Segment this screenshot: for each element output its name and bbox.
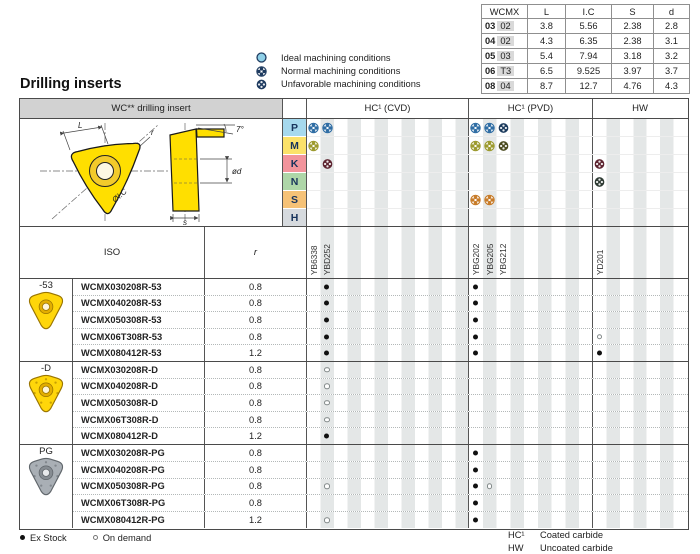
spec-S: 4.76 [612,79,654,94]
spec-d: 3.2 [654,49,690,64]
insert-row [73,412,688,429]
dim-od-label: ød [232,167,242,176]
ex-stock-mark [597,351,602,356]
spec-table-body [482,19,690,94]
condition-row-P [307,119,688,137]
spec-L: 8.7 [528,79,566,94]
corner-radius: 1.2 [205,345,307,361]
ex-stock-mark [324,317,329,322]
dim-r-label: r [151,128,154,137]
spec-S: 2.38 [612,34,654,49]
section-header-cvd: HC¹ (CVD) [307,99,469,118]
iso-designation: WCMX080412R-D [73,428,205,444]
on-demand-mark [324,417,330,423]
conditions-band [20,119,688,227]
page-title: Drilling inserts [20,76,122,92]
insert-row [73,329,688,346]
insert-row [73,312,688,329]
spec-row [482,19,690,34]
inserts-table [19,98,689,530]
insert-photo [23,374,69,416]
table-header-row [20,99,688,119]
normal-condition-icon [470,122,481,133]
on-demand-ring-icon [93,535,98,540]
spec-L: 6.5 [528,64,566,79]
stock-legend [20,533,177,543]
section-header-hw: HW [632,103,648,114]
iso-letter-N: N [283,173,306,191]
footnote-text: Coated carbide [540,530,604,540]
normal-condition-icon [484,122,495,133]
ex-stock-mark [324,301,329,306]
coating-section-headers [307,99,688,118]
insert-row [73,379,688,396]
on-demand-mark [487,484,493,490]
spec-IC: 6.35 [566,34,612,49]
spec-IC: 7.94 [566,49,612,64]
spec-d: 2.8 [654,19,690,34]
spec-col-header: d [654,5,690,19]
iso-designation: WCMX06T308R-PG [73,495,205,511]
spec-header-row [482,5,690,19]
insert-dimension-drawing [20,119,283,226]
spec-size-code: 04 02 [482,34,528,49]
iso-designation: WCMX080412R-PG [73,512,205,528]
legend-item [256,78,421,91]
grade-YBG212: YBG212 [498,243,509,275]
group-label: -D [40,363,52,374]
iso-designation: WCMX050308R-53 [73,312,205,328]
insert-row [73,428,688,444]
unfavorable-condition-icon [256,79,267,90]
normal-condition-icon [470,140,481,151]
ex-stock-mark [473,518,478,523]
insert-row [73,462,688,479]
carbide-footnotes [508,529,613,554]
spec-row [482,64,690,79]
iso-designation: WCMX06T308R-D [73,412,205,428]
grade-YBD252: YBD252 [322,244,333,275]
dim-L-label: L [78,121,83,130]
dimension-drawing-svg [20,119,283,226]
machining-conditions-legend [256,51,421,91]
condition-grid [307,119,688,226]
iso-designation: WCMX040208R-PG [73,462,205,478]
group-cell-PG [20,445,73,528]
footnote-abbr: HW [508,542,524,553]
on-demand-mark [324,484,330,490]
normal-condition-icon [322,122,333,133]
spec-row [482,79,690,94]
iso-letter-K: K [283,155,306,173]
ideal-condition-icon [256,52,267,63]
unfavorable-condition-icon [498,140,509,151]
condition-row-K [307,155,688,173]
corner-radius: 0.8 [205,462,307,478]
insert-row [73,345,688,361]
corner-radius: 0.8 [205,312,307,328]
group-label: PG [39,446,53,457]
insert-group [20,362,688,445]
spec-IC: 5.56 [566,19,612,34]
section-header-pvd: HC¹ (PVD) [469,99,593,118]
spec-row [482,34,690,49]
insert-rows [20,279,688,528]
ex-stock-mark [324,351,329,356]
ex-stock-mark [473,301,478,306]
ex-stock-mark [324,284,329,289]
spec-L: 3.8 [528,19,566,34]
spec-col-header: L [528,5,566,19]
condition-row-H [307,209,688,226]
ex-stock-mark [473,501,478,506]
footnote [508,529,613,542]
iso-designation: WCMX050308R-D [73,395,205,411]
legend-item [256,51,421,64]
spec-size-code: 08 04 [482,79,528,94]
spec-IC: 9.525 [566,64,612,79]
spec-S: 3.18 [612,49,654,64]
unfavorable-condition-icon [498,122,509,133]
legend-item [256,64,421,77]
condition-row-M [307,137,688,155]
size-spec-table [481,4,690,94]
iso-designation: WCMX030208R-D [73,362,205,378]
on-demand-mark [324,400,330,406]
grade-header-band [20,227,688,279]
footnote [508,542,613,554]
group-cell--53 [20,279,73,361]
footnote-text: Uncoated carbide [540,542,613,553]
spec-size-code: 05 03 [482,49,528,64]
insert-row [73,362,688,379]
normal-condition-icon [484,194,495,205]
spec-d: 3.1 [654,34,690,49]
on-demand-mark [324,384,330,390]
normal-condition-icon [308,140,319,151]
on-demand-mark [324,367,330,373]
normal-condition-icon [470,194,481,205]
spec-L: 4.3 [528,34,566,49]
iso-designation: WCMX040208R-D [73,379,205,395]
insert-row [73,395,688,412]
insert-side-outline [170,129,199,211]
insert-row [73,279,688,296]
iso-designation: WCMX06T308R-53 [73,329,205,345]
insert-photo [23,457,69,499]
corner-radius: 0.8 [205,479,307,495]
corner-radius: 0.8 [205,412,307,428]
spec-S: 3.97 [612,64,654,79]
iso-letter-H: H [283,209,306,226]
ex-stock-mark [473,284,478,289]
grade-name-cells [307,227,688,278]
dim-ic-label: ØI.C [110,186,129,205]
normal-condition-icon [256,66,267,77]
grade-YBG205: YBG205 [484,243,495,275]
unfavorable-condition-icon [594,176,605,187]
spec-L: 5.4 [528,49,566,64]
unfavorable-condition-icon [322,158,333,169]
ex-stock-mark [324,334,329,339]
spec-col-header: I.C [566,5,612,19]
iso-letter-M: M [283,137,306,155]
corner-radius: 1.2 [205,428,307,444]
insert-row [73,495,688,512]
corner-radius: 1.2 [205,512,307,528]
ex-stock-mark [473,450,478,455]
ex-stock-mark [473,317,478,322]
on-demand-mark [324,517,330,523]
wc-insert-header: WC** drilling insert [20,99,283,118]
ex-stock-mark [473,484,478,489]
corner-radius: 0.8 [205,395,307,411]
spec-row [482,49,690,64]
group-label: -53 [39,280,53,291]
iso-column-header: ISO [20,227,205,278]
spec-size-code: 03 02 [482,19,528,34]
iso-designation: WCMX080412R-53 [73,345,205,361]
iso-letter-column [283,119,307,226]
corner-radius: 0.8 [205,362,307,378]
unfavorable-condition-icon [594,158,605,169]
iso-designation: WCMX040208R-53 [73,296,205,312]
spec-size-code: 06 T3 [482,64,528,79]
insert-row [73,445,688,462]
corner-radius: 0.8 [205,495,307,511]
r-column-header: r [205,227,307,278]
ex-stock-mark [473,351,478,356]
spec-S: 2.38 [612,19,654,34]
letter-column-header [283,99,307,118]
corner-radius: 0.8 [205,279,307,295]
group-cell--D [20,362,73,444]
iso-designation: WCMX030208R-53 [73,279,205,295]
dim-s-label: s [183,218,187,226]
corner-radius: 0.8 [205,296,307,312]
legend-label: Normal machining conditions [281,66,401,77]
insert-photo [23,291,69,333]
grade-YBG202: YBG202 [470,243,481,275]
grade-YB6338: YB6338 [308,245,319,275]
ex-stock-mark [473,467,478,472]
insert-row [73,296,688,313]
spec-col-header: S [612,5,654,19]
ex-stock-dot-icon [20,535,25,540]
footnote-abbr: HC¹ [508,530,525,540]
dim-angle-label: 7° [236,125,244,134]
iso-designation: WCMX030208R-PG [73,445,205,461]
iso-designation: WCMX050308R-PG [73,479,205,495]
iso-letter-P: P [283,119,306,137]
corner-radius: 0.8 [205,445,307,461]
spec-IC: 12.7 [566,79,612,94]
spec-d: 4.3 [654,79,690,94]
legend-label: Ideal machining conditions [281,52,391,63]
normal-condition-icon [484,140,495,151]
iso-letter-S: S [283,191,306,209]
grade-YD201: YD201 [594,249,605,275]
ex-stock-mark [324,434,329,439]
ex-stock-mark [473,334,478,339]
stock-legend-item: On demand [93,533,152,543]
legend-label: Unfavorable machining conditions [281,79,421,90]
corner-radius: 0.8 [205,379,307,395]
corner-radius: 0.8 [205,329,307,345]
normal-condition-icon [308,122,319,133]
condition-row-N [307,173,688,191]
insert-row [73,512,688,528]
spec-col-header: WCMX [482,5,528,19]
on-demand-mark [597,334,603,340]
condition-row-S [307,191,688,209]
spec-d: 3.7 [654,64,690,79]
insert-row [73,479,688,496]
insert-group [20,279,688,362]
stock-legend-item: Ex Stock [20,533,67,543]
insert-group [20,445,688,528]
